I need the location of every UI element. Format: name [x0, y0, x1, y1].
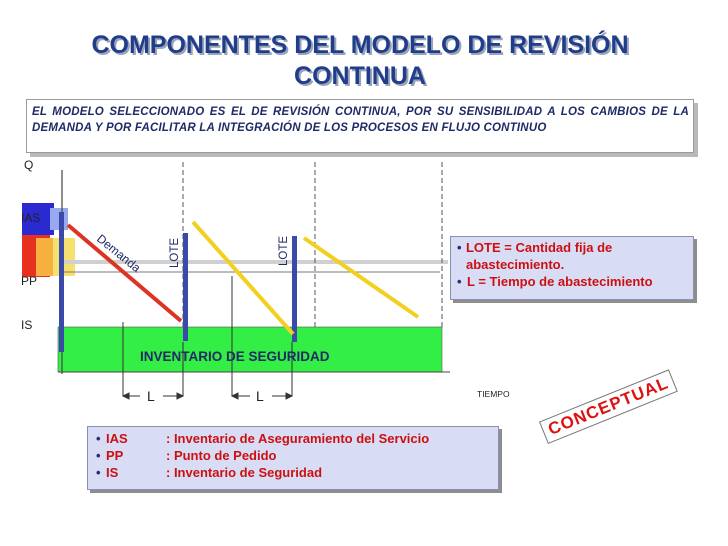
legend-lot-leadtime [450, 236, 694, 300]
bullet: • [96, 431, 101, 446]
legend-key: IAS [106, 431, 128, 446]
deco-square-orange [36, 238, 54, 276]
intro-text-box: EL MODELO SELECCIONADO ES EL DE REVISIÓN CONTINUA, POR SU SENSIBILIDAD A LOS CAMBIOS DE LA DEMANDA Y POR FACILITAR LA INTEGRACIÓN DE LOS PROCESOS EN FLUJO CONTINUO [26, 99, 694, 153]
bullet: • [457, 240, 462, 255]
legend-value: : Inventario de Seguridad [166, 465, 323, 480]
lot-bar-2 [292, 236, 297, 342]
legend-abbreviations [87, 426, 499, 490]
x-axis-label: TIEMPO [477, 389, 510, 399]
legend-item [457, 239, 689, 273]
lot-label-1: LOTE [169, 237, 181, 268]
title-line-1: COMPONENTES DEL MODELO DE REVISIÓN [91, 31, 629, 59]
demand-label: Demanda [94, 231, 144, 276]
legend-value: : Inventario de Aseguramiento del Servicio [166, 431, 430, 446]
legend-item [457, 273, 689, 290]
bullet: • [96, 465, 101, 480]
title-line-2: CONTINUA [294, 62, 426, 90]
y-axis-label: Q [24, 158, 34, 172]
bullet: • [96, 448, 101, 463]
lead-time-label-1: L [147, 388, 155, 404]
lead-time-label-2: L [256, 388, 264, 404]
safety-stock-label: INVENTARIO DE SEGURIDAD [140, 349, 330, 364]
legend-item [96, 430, 494, 447]
legend-key: PP [106, 448, 124, 463]
lot-label-2: LOTE [278, 235, 290, 266]
lot-bar-0 [59, 212, 64, 352]
is-level-label: IS [21, 318, 33, 332]
demand-line [68, 225, 181, 321]
legend-text: L = Tiempo de abastecimiento [467, 274, 653, 289]
legend-item [96, 464, 494, 481]
lot-bar-1 [183, 233, 188, 341]
pp-level-label: PP [21, 274, 38, 288]
legend-value: : Punto de Pedido [166, 448, 277, 463]
ias-level-label: IAS [21, 211, 41, 225]
bullet: • [457, 274, 462, 289]
legend-text: LOTE = Cantidad fija de abastecimiento. [465, 240, 613, 272]
consumption-line-2 [304, 238, 418, 317]
conceptual-stamp: CONCEPTUAL [539, 369, 678, 444]
legend-key: IS [106, 465, 119, 480]
legend-item [96, 447, 494, 464]
